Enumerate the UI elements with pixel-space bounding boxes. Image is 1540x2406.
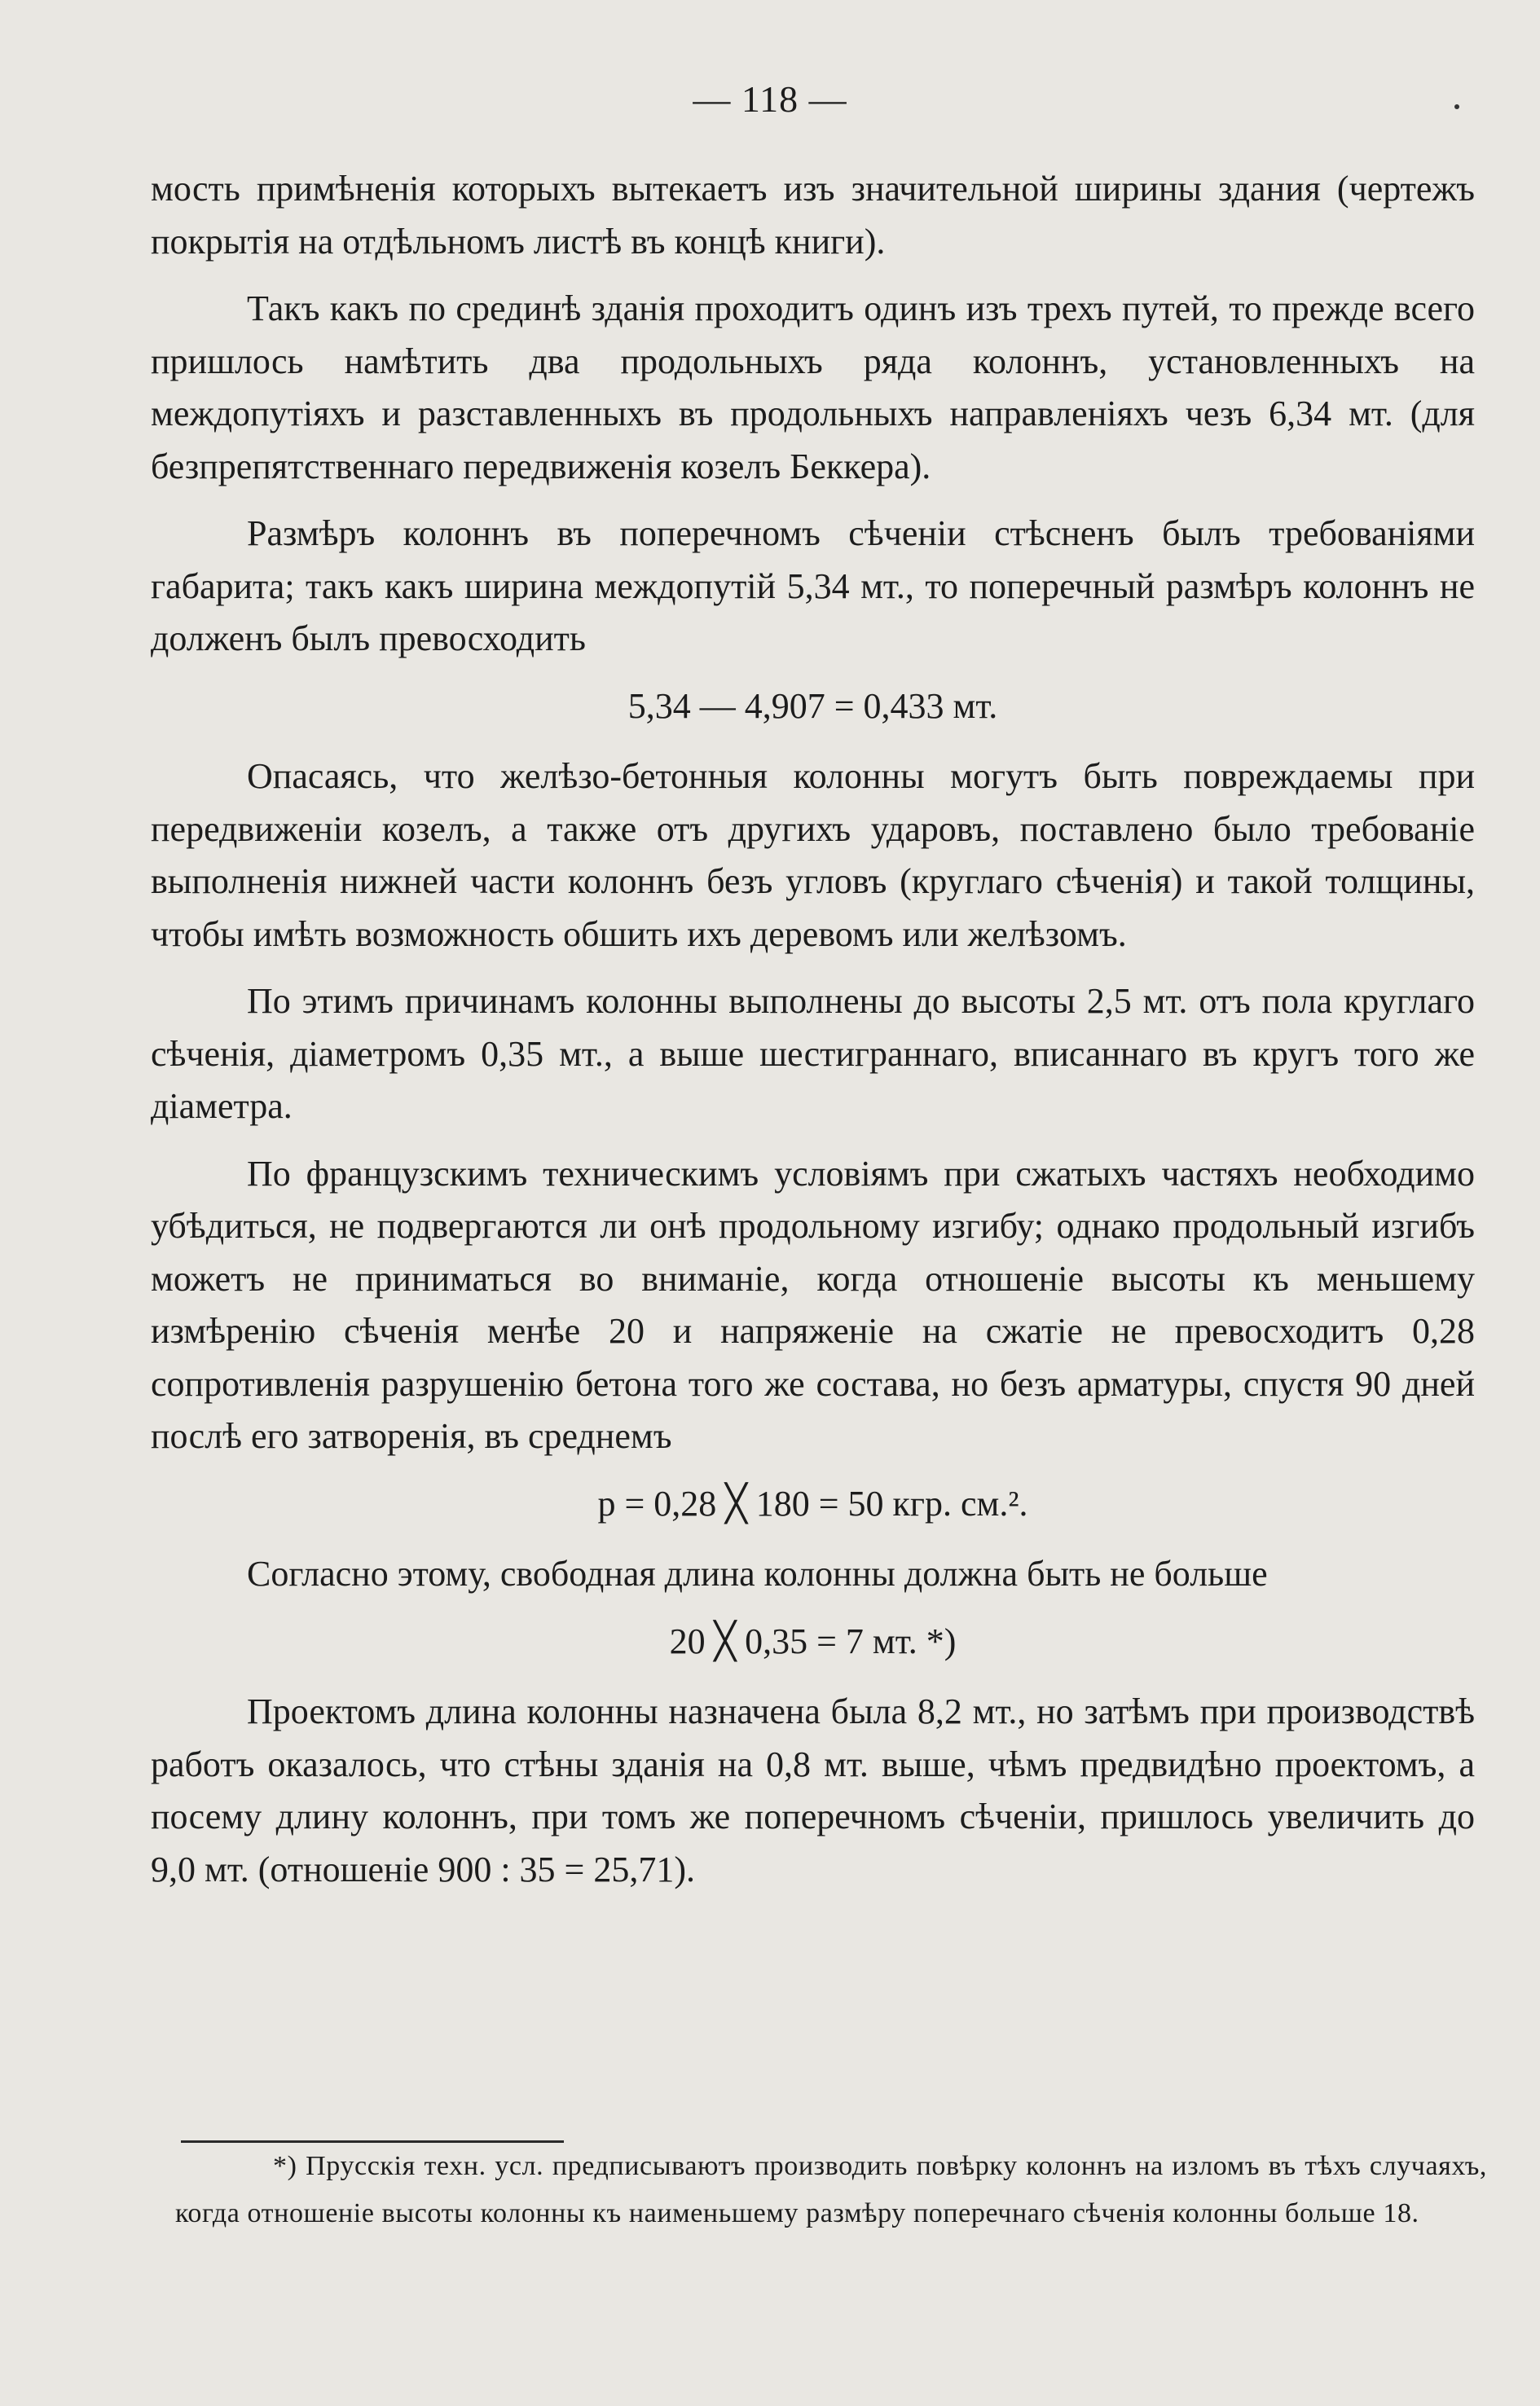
footnote — [175, 2143, 1487, 2237]
paragraph: Согласно этому, свободная длина колонны должна быть не больше — [247, 1554, 1268, 1594]
paragraph: Размѣръ колоннъ въ поперечномъ сѣченіи стѣсненъ былъ требованіями габарита; такъ какъ ширина междопутій 5,34 мт., то поперечный размѣръ колоннъ не долженъ былъ превосходить — [151, 513, 1475, 658]
paragraph: Проектомъ длина колонны назначена была 8,2 мт., но затѣмъ при производствѣ работъ оказалось, что стѣны зданія на 0,8 мт. выше, чѣмъ предвидѣно проектомъ, а посему длину колоннъ, при томъ же поперечномъ сѣченіи, пришлось увеличить до 9,0 мт. (отношеніе 900 : 35 = 25,71). — [151, 1691, 1475, 1889]
paragraph: Такъ какъ по срединѣ зданія проходитъ одинъ изъ трехъ путей, то прежде всего пришлось намѣтить два продольныхъ ряда колоннъ, установленныхъ на междопутіяхъ и разставленныхъ въ продольныхъ направленіяхъ чезъ 6,34 мт. (для безпрепятственнаго передвиженія козелъ Беккера). — [151, 288, 1475, 486]
ink-dot — [1454, 104, 1459, 109]
page-number: — 118 — — [693, 78, 847, 120]
paragraph: мость примѣненія которыхъ вытекаетъ изъ значительной ширины здания (чертежъ покрытія на отдѣльномъ листѣ въ концѣ книги). — [151, 169, 1475, 262]
formula: 20 ╳ 0,35 = 7 мт. *) — [669, 1621, 957, 1661]
paragraph: Опасаясь, что желѣзо-бетонныя колонны могутъ быть повреждаемы при передвиженіи козелъ, а также отъ другихъ ударовъ, поставлено было требованіе выполненія нижней части колоннъ безъ угловъ (круглаго сѣченія) и такой толщины, чтобы имѣть возможность обшить ихъ деревомъ или желѣзомъ. — [151, 756, 1475, 954]
formula: p = 0,28 ╳ 180 = 50 кгр. см.². — [597, 1483, 1028, 1524]
paragraph: По этимъ причинамъ колонны выполнены до высоты 2,5 мт. отъ пола круглаго сѣченія, діаметромъ 0,35 мт., а выше шестиграннаго, вписаннаго въ кругъ того же діаметра. — [151, 981, 1475, 1126]
paragraph: По французскимъ техническимъ условіямъ при сжатыхъ частяхъ необходимо убѣдиться, не подвергаются ли онѣ продольному изгибу; однако продольный изгибъ можетъ не приниматься во вниманіе, когда отношеніе высоты къ меньшему измѣренію сѣченія менѣе 20 и напряженіе на сжатіе не превосходитъ 0,28 сопротивленія разрушенію бетона того же состава, но безъ арматуры, спустя 90 дней послѣ его затворенія, въ среднемъ — [151, 1153, 1475, 1456]
main-text — [151, 163, 1475, 1896]
formula: 5,34 — 4,907 = 0,433 мт. — [627, 685, 998, 726]
footnote-text: *) Прусскія техн. усл. предписываютъ производить повѣрку колоннъ на изломъ въ тѣхъ случаяхъ, когда отношеніе высоты колонны къ наименьшему размѣру поперечнаго сѣченія колонны больше 18. — [175, 2151, 1487, 2228]
